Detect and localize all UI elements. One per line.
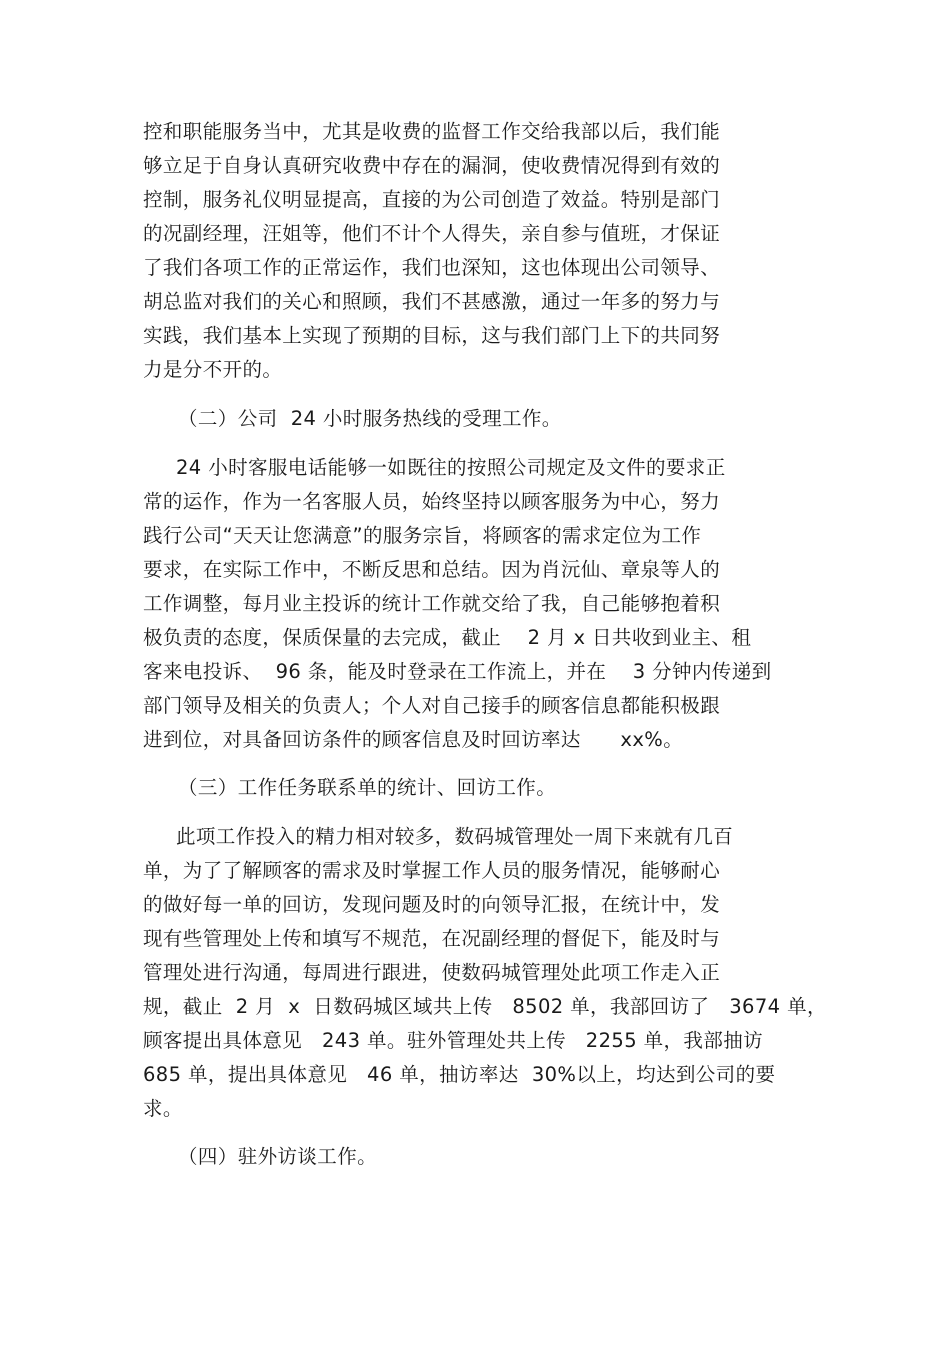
paragraph-line: 管理处进行沟通，每周进行跟进，使数码城管理处此项工作走入正 (143, 961, 721, 984)
paragraph-line: 极负责的态度，保质保量的去完成，截止 2 月 x 日共收到业主、租 (143, 626, 752, 649)
paragraph-line: 力是分不开的。 (143, 358, 283, 381)
paragraph-line: 规，截止 2 月 x 日数码城区域共上传 8502 单，我部回访了 3674 单， (143, 995, 827, 1018)
paragraph-line: 要求，在实际工作中，不断反思和总结。因为肖沅仙、章泉等人的 (143, 558, 721, 581)
paragraph-line: 顾客提出具体意见 243 单。驻外管理处共上传 2255 单，我部抽访 (143, 1029, 764, 1052)
paragraph-line: 24 小时客服电话能够一如既往的按照公司规定及文件的要求正 (176, 456, 726, 479)
section-heading: （三）工作任务联系单的统计、回访工作。 (178, 776, 557, 799)
section-heading: （二）公司 24 小时服务热线的受理工作。 (178, 407, 562, 430)
paragraph-line: 实践，我们基本上实现了预期的目标，这与我们部门上下的共同努 (143, 324, 721, 347)
paragraph-line: 685 单，提出具体意见 46 单，抽访率达 30%以上，均达到公司的要 (143, 1063, 776, 1086)
paragraph-line: 胡总监对我们的关心和照顾，我们不甚感激，通过一年多的努力与 (143, 290, 721, 313)
paragraph-line: 现有些管理处上传和填写不规范，在况副经理的督促下，能及时与 (143, 927, 721, 950)
paragraph-line: 部门领导及相关的负责人；个人对自己接手的顾客信息都能积极跟 (143, 694, 721, 717)
paragraph-line: 客来电投诉、 96 条，能及时登录在工作流上，并在 3 分钟内传递到 (143, 660, 772, 683)
paragraph-line: 够立足于自身认真研究收费中存在的漏洞，使收费情况得到有效的 (143, 154, 721, 177)
paragraph-line: 常的运作，作为一名客服人员，始终坚持以顾客服务为中心，努力 (143, 490, 721, 513)
paragraph-line: 此项工作投入的精力相对较多，数码城管理处一周下来就有几百 (176, 825, 734, 848)
section-heading: （四）驻外访谈工作。 (178, 1145, 378, 1168)
paragraph-line: 求。 (143, 1097, 183, 1120)
paragraph-line: 的况副经理，汪姐等，他们不计个人得失，亲自参与值班，才保证 (143, 222, 721, 245)
paragraph-line: 工作调整，每月业主投诉的统计工作就交给了我，自己能够抱着积 (143, 592, 721, 615)
paragraph-line: 控制，服务礼仪明显提高，直接的为公司创造了效益。特别是部门 (143, 188, 721, 211)
paragraph-line: 了我们各项工作的正常运作，我们也深知，这也体现出公司领导、 (143, 256, 721, 279)
paragraph-line: 进到位，对具备回访条件的顾客信息及时回访率达 xx%。 (143, 728, 684, 751)
paragraph-line: 控和职能服务当中，尤其是收费的监督工作交给我部以后，我们能 (143, 120, 721, 143)
paragraph-line: 单，为了了解顾客的需求及时掌握工作人员的服务情况，能够耐心 (143, 859, 721, 882)
paragraph-line: 的做好每一单的回访，发现问题及时的向领导汇报，在统计中，发 (143, 893, 721, 916)
paragraph-line: 践行公司“天天让您满意”的服务宗旨，将顾客的需求定位为工作 (143, 524, 702, 547)
